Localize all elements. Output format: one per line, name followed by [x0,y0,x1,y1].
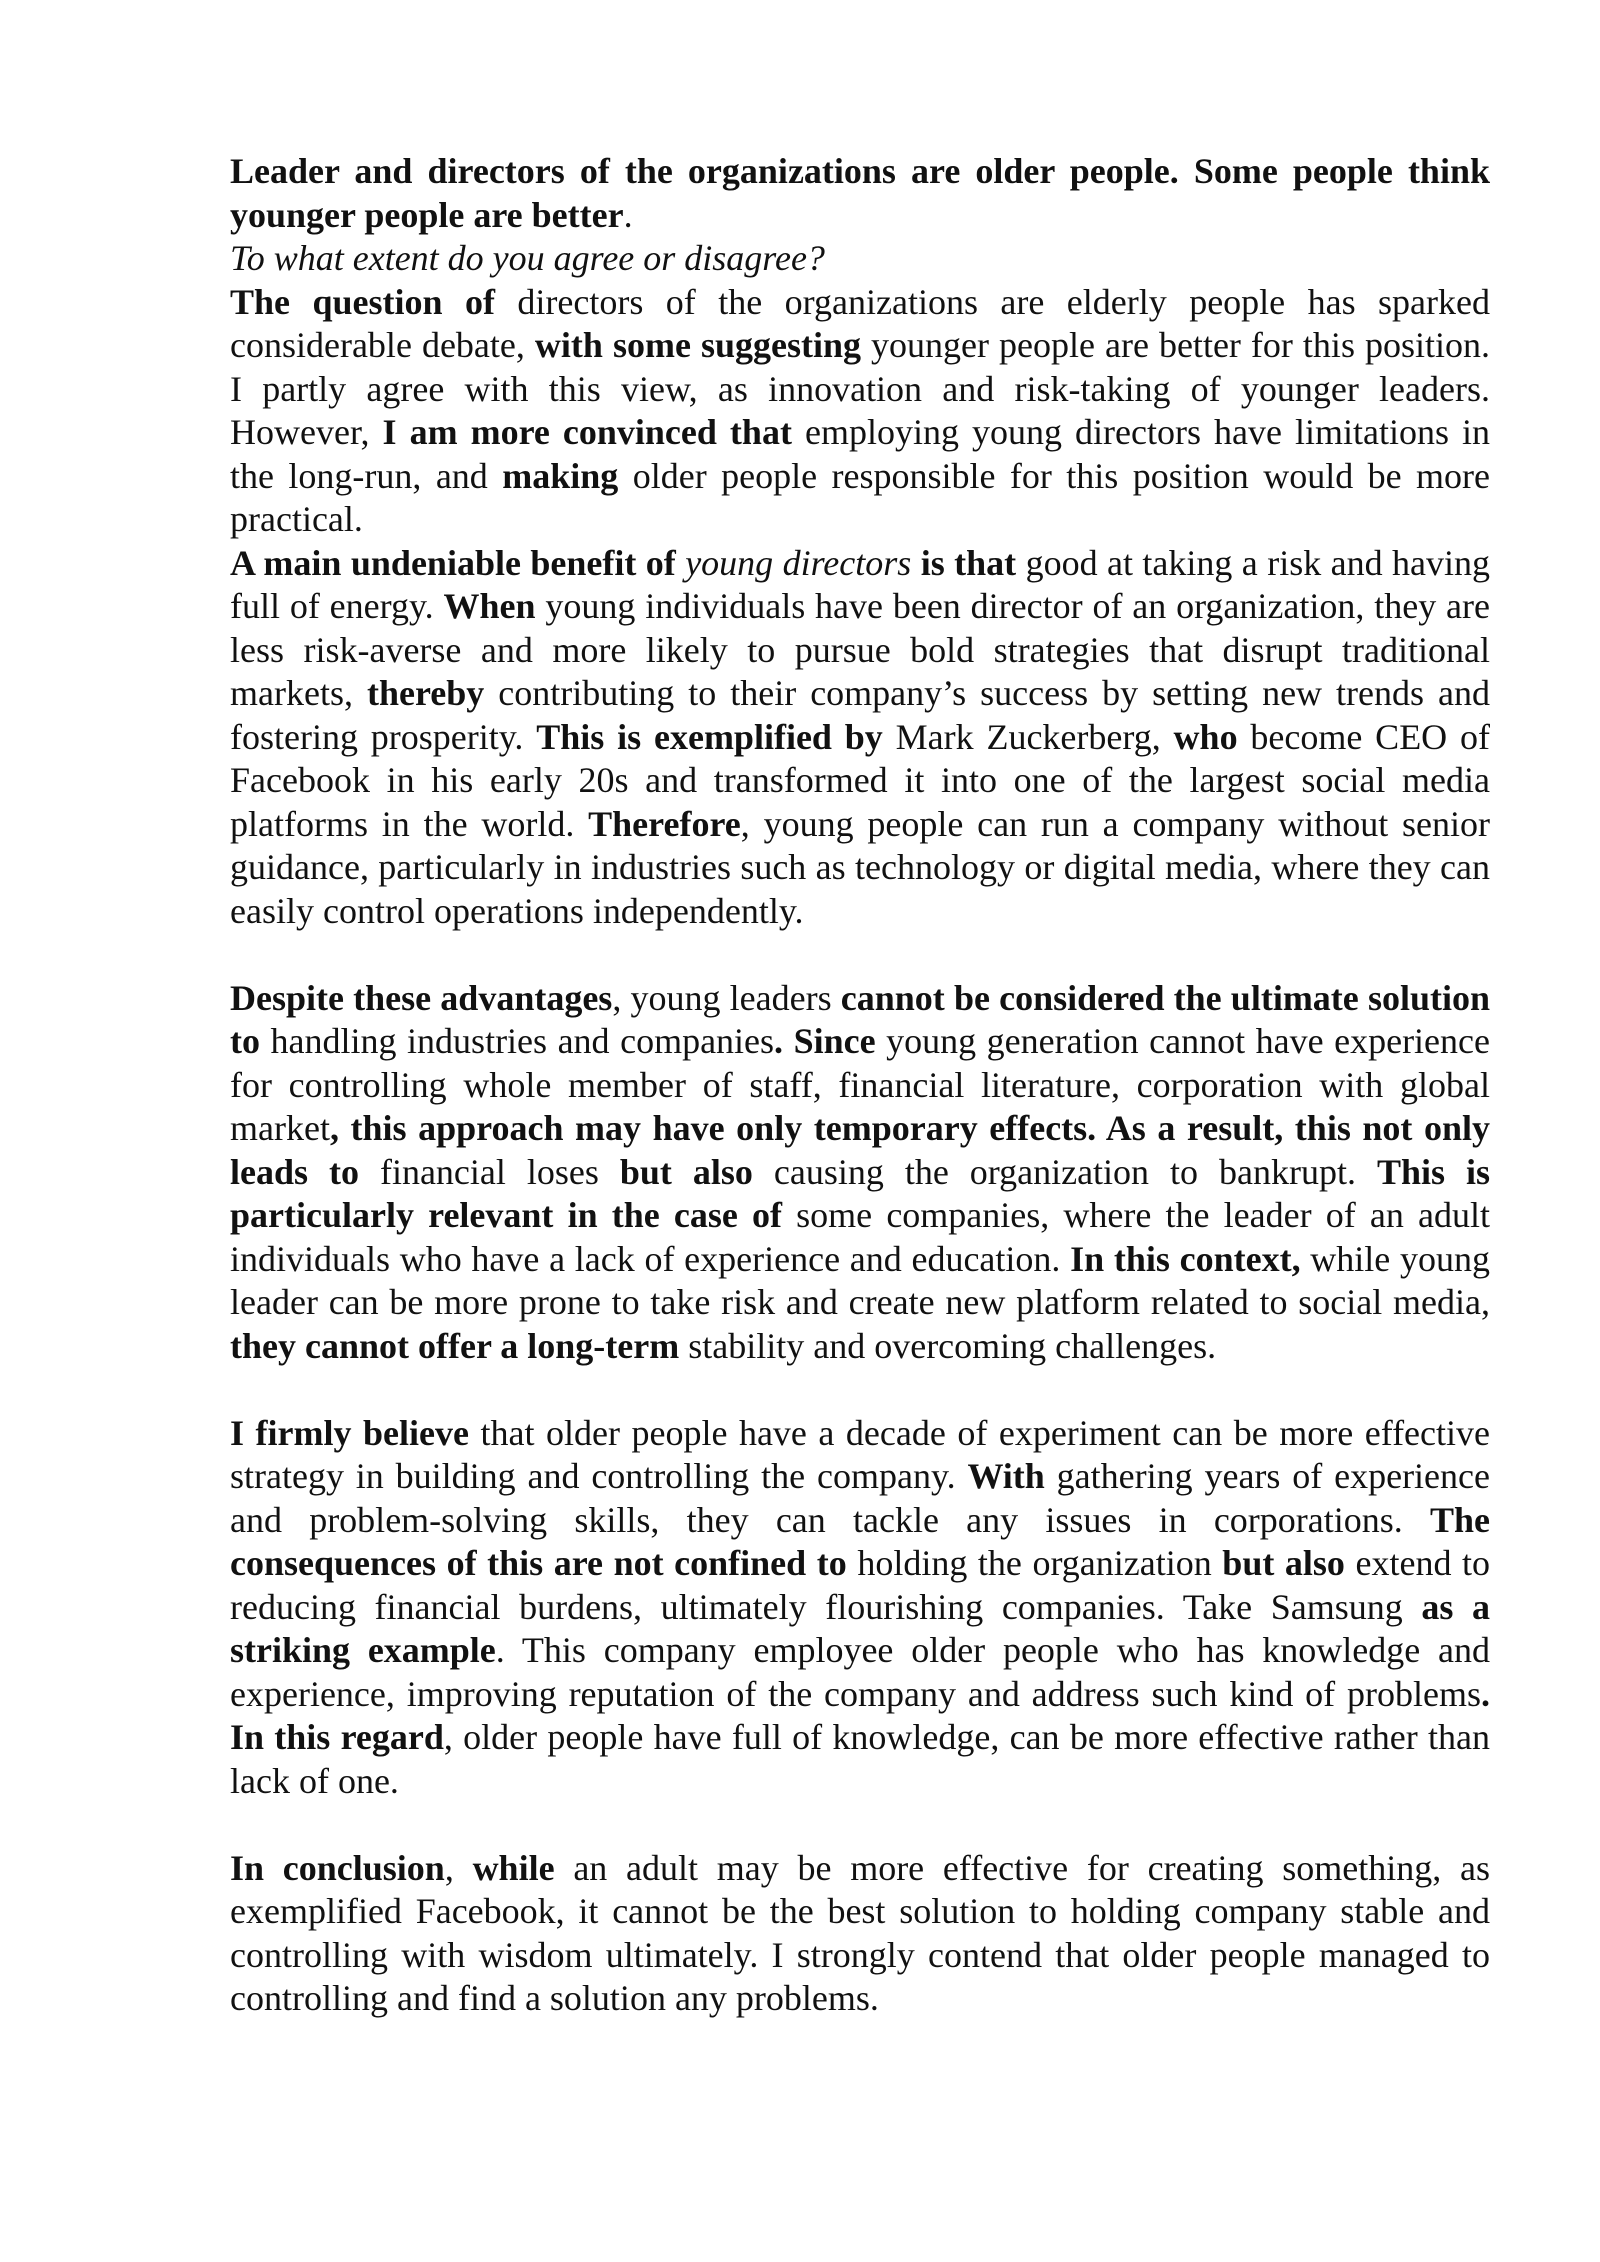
body-paragraph-3 [230,1412,1490,1804]
body3-text-3: holding the organization [846,1543,1223,1583]
essay-question [230,237,1490,281]
body1-space-2 [911,543,920,583]
body1-phrase-5: This is exemplified by [536,716,883,757]
body3-text-4: extend to reducing financial burdens, ultimately flourishing companies. Take Samsung [230,1543,1491,1627]
body2-text-6: some companies, where the leader of an adult individuals who have a lack of experience and education. [230,1195,1490,1279]
body1-text-4: Mark Zuckerberg, [882,716,1174,757]
body2-text-4: financial loses [358,1151,620,1192]
prompt-title: Leader and directors of the organizations are older people. Some people think younger people are better [230,151,1490,235]
conclusion-phrase-2: while [472,1847,555,1888]
body3-text-1: that older people have a decade of experiment can be more effective strategy in building and controlling the company. [230,1412,1490,1496]
conclusion-paragraph [230,1847,1490,2021]
intro-phrase-4: making [502,455,619,496]
body2-phrase-4: , this approach may have only temporary effects. As a result, this not only leads to [230,1108,1490,1192]
intro-phrase-1: The question of [230,281,495,322]
paragraph-gap [230,1803,1490,1847]
prompt-title-end: . [623,194,633,235]
body3-text-5: . This company employee older people who has knowledge and experience, improving reputation of the company and address such kind of problems [230,1630,1490,1714]
body3-text-6: , older people have full of knowledge, can be more effective rather than lack of one. [230,1717,1491,1801]
body1-phrase-3: When [443,586,536,626]
body2-phrase-1: Despite these advantages [230,977,613,1018]
essay-prompt [230,150,1490,237]
body2-text-5: causing the organization to bankrupt. [752,1151,1377,1192]
body1-text-6: , young people can run a company without senior guidance, particularly in industries such as technology or digital media, where they can easily control operations independently. [230,803,1490,931]
conclusion-text-1: , [444,1847,473,1888]
body1-phrase-2: is that [920,542,1017,583]
intro-text-3: employing young directors have limitations in the long-run, and [230,412,1490,496]
body3-phrase-5: as a striking example [230,1586,1491,1670]
body2-phrase-6: This is particularly relevant in the case of [230,1151,1491,1235]
intro-phrase-3: I am more convinced that [382,412,792,452]
prompt-question: To what extent do you agree or disagree? [230,238,825,278]
body1-text-5: become CEO of Facebook in his early 20s and transformed it into one of the largest social media platforms in the world. [230,716,1490,844]
intro-text-4: older people responsible for this position would be more practical. [230,455,1490,539]
intro-phrase-2: with some suggesting [534,325,861,365]
body1-space-1 [676,543,685,583]
body2-text-7: while young leader can be more prone to take risk and create new platform related to social media, [230,1238,1490,1322]
body2-phrase-8: they cannot offer a long-term [230,1325,680,1366]
body2-phrase-3: . Since [774,1021,876,1061]
body1-italic: young directors [685,542,912,583]
body2-phrase-5: but also [619,1151,753,1192]
body1-text-3: contributing to their company’s success by setting new trends and fostering prosperity. [230,673,1490,757]
intro-paragraph [230,281,1490,542]
body2-text-8: stability and overcoming challenges. [679,1325,1217,1366]
body-paragraph-1 [230,542,1490,934]
body1-phrase-6: who [1173,716,1238,757]
conclusion-text-2: an adult may be more effective for creating something, as exemplified Facebook, it cannot be the best solution to holding company stable and controlling with wisdom ultimately. I strongly contend that older people managed to controlling and find a solution any problems. [230,1847,1490,2018]
body3-text-2: gathering years of experience and problem-solving skills, they can tackle any issues in corporations. [230,1456,1490,1540]
body1-text-1: good at taking a risk and having full of energy. [230,542,1491,626]
body2-text-1: , young leaders [612,977,841,1018]
paragraph-gap [230,1368,1490,1412]
paragraph-gap [230,933,1490,977]
body1-phrase-1: A main undeniable benefit of [230,542,676,583]
intro-text-2: younger people are better for this position. I partly agree with this view, as innovation and risk-taking of younger leaders. However, [230,325,1490,452]
body2-phrase-2: cannot be considered the ultimate solution to [230,977,1490,1061]
body2-text-3: young generation cannot have experience for controlling whole member of staff, financial literature, corporation with global market [230,1021,1490,1148]
body1-phrase-7: Therefore [588,803,741,844]
conclusion-phrase-1: In conclusion [230,1847,445,1888]
body3-phrase-6: . In this regard [230,1673,1490,1757]
essay-page [230,150,1490,2021]
body2-phrase-7: In this context, [1070,1238,1301,1279]
body1-phrase-4: thereby [366,673,485,713]
body3-phrase-3: The consequences of this are not confined to [230,1499,1490,1583]
body3-phrase-1: I firmly believe [230,1412,469,1453]
body1-text-2: young individuals have been director of an organization, they are less risk-averse and more likely to pursue bold strategies that disrupt traditional markets, [230,586,1490,713]
body3-phrase-2: With [967,1456,1045,1496]
intro-text-1: directors of the organizations are elderly people has sparked considerable debate, [230,281,1490,365]
body-paragraph-2 [230,977,1490,1369]
body2-text-2: handling industries and companies [260,1021,775,1061]
body3-phrase-4: but also [1222,1543,1345,1583]
